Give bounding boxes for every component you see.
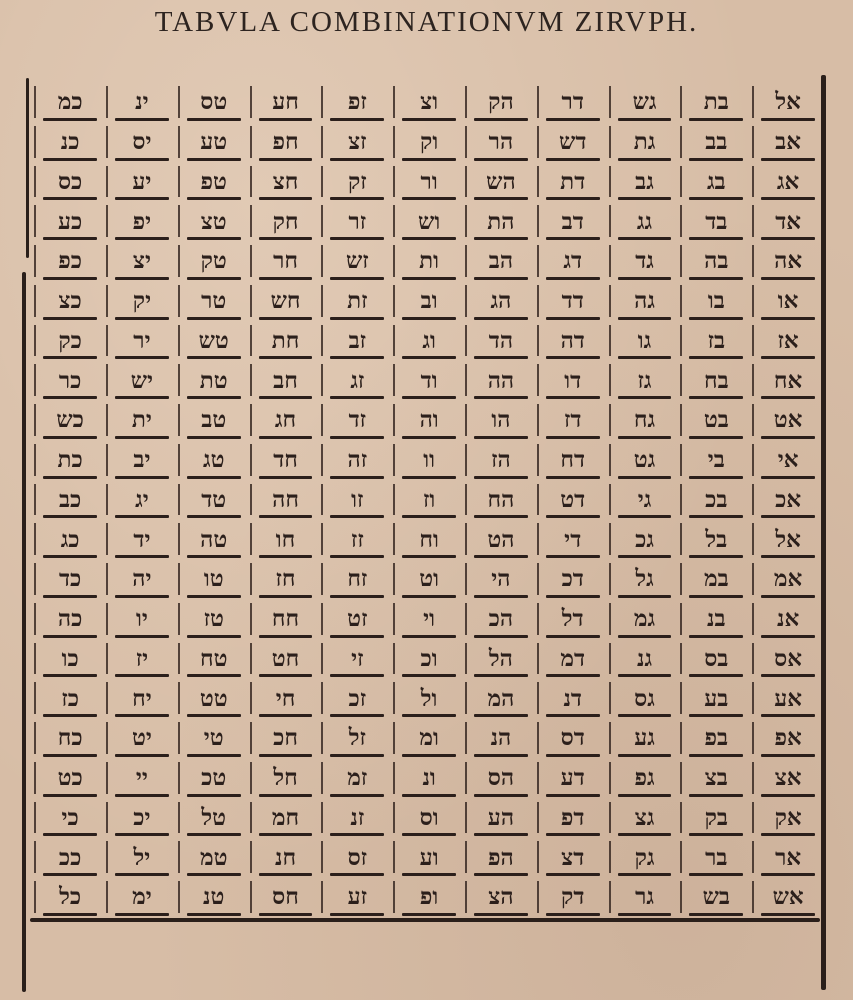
table-cell: דק xyxy=(537,877,609,917)
table-cell: כש xyxy=(34,400,106,440)
table-cell: זס xyxy=(321,837,393,877)
table-cell: יפ xyxy=(106,201,178,241)
table-cell: טפ xyxy=(178,162,250,202)
table-cell: זל xyxy=(321,718,393,758)
table-cell: וז xyxy=(393,480,465,520)
table-cell: טו xyxy=(178,559,250,599)
table-cell: יל xyxy=(106,837,178,877)
table-cell: טה xyxy=(178,519,250,559)
table-cell: אב xyxy=(752,122,824,162)
table-cell: הד xyxy=(465,321,537,361)
table-cell: גפ xyxy=(609,758,681,798)
table-cell: טמ xyxy=(178,837,250,877)
table-cell: אצ xyxy=(752,758,824,798)
table-cell: זב xyxy=(321,321,393,361)
table-cell: חנ xyxy=(250,837,322,877)
table-cell: כג xyxy=(34,519,106,559)
table-cell: חג xyxy=(250,400,322,440)
table-cell: ככ xyxy=(34,837,106,877)
table-cell: אק xyxy=(752,798,824,838)
table-cell: גה xyxy=(609,281,681,321)
table-cell: יכ xyxy=(106,798,178,838)
table-cell: הו xyxy=(465,400,537,440)
table-cell: גט xyxy=(609,440,681,480)
table-cell: גל xyxy=(609,559,681,599)
table-cell: חל xyxy=(250,758,322,798)
table-cell: חז xyxy=(250,559,322,599)
table-cell: כי xyxy=(34,798,106,838)
table-cell: בע xyxy=(680,678,752,718)
table-cell: הט xyxy=(465,519,537,559)
table-cell: חפ xyxy=(250,122,322,162)
table-cell: זכ xyxy=(321,678,393,718)
table-cell: יק xyxy=(106,281,178,321)
table-cell: יח xyxy=(106,678,178,718)
table-cell: חת xyxy=(250,321,322,361)
table-cell: וט xyxy=(393,559,465,599)
table-cell: ינ xyxy=(106,82,178,122)
table-cell: טס xyxy=(178,82,250,122)
table-cell: יש xyxy=(106,360,178,400)
table-cell: חח xyxy=(250,599,322,639)
table-cell: דכ xyxy=(537,559,609,599)
table-cell: כז xyxy=(34,678,106,718)
page-title: TABVLA COMBINATIONVM ZIRVPH. xyxy=(154,6,699,38)
table-cell: כפ xyxy=(34,241,106,281)
table-cell: גר xyxy=(609,877,681,917)
table-cell: דנ xyxy=(537,678,609,718)
table-cell: ול xyxy=(393,678,465,718)
table-cell: גג xyxy=(609,201,681,241)
table-cell: הל xyxy=(465,639,537,679)
table-cell: בנ xyxy=(680,599,752,639)
table-cell: טט xyxy=(178,678,250,718)
table-cell: חכ xyxy=(250,718,322,758)
table-cell: גצ xyxy=(609,798,681,838)
table-cell: די xyxy=(537,519,609,559)
table-cell: כר xyxy=(34,360,106,400)
table-cell: בח xyxy=(680,360,752,400)
table-cell: זמ xyxy=(321,758,393,798)
table-cell: יס xyxy=(106,122,178,162)
table-cell: טצ xyxy=(178,201,250,241)
table-cell: וי xyxy=(393,599,465,639)
table-cell: כב xyxy=(34,480,106,520)
table-cell: ונ xyxy=(393,758,465,798)
table-cell: כט xyxy=(34,758,106,798)
table-cell: וס xyxy=(393,798,465,838)
table-cell: ור xyxy=(393,162,465,202)
table-cell: דז xyxy=(537,400,609,440)
table-cell: בב xyxy=(680,122,752,162)
table-cell: כק xyxy=(34,321,106,361)
table-cell: וו xyxy=(393,440,465,480)
table-cell: יע xyxy=(106,162,178,202)
table-cell: בר xyxy=(680,837,752,877)
table-cell: כד xyxy=(34,559,106,599)
table-cell: וצ xyxy=(393,82,465,122)
table-cell: כע xyxy=(34,201,106,241)
ziruph-table xyxy=(34,82,824,917)
table-cell: גמ xyxy=(609,599,681,639)
table-cell: בצ xyxy=(680,758,752,798)
table-cell: דד xyxy=(537,281,609,321)
table-cell: אפ xyxy=(752,718,824,758)
table-cell: גד xyxy=(609,241,681,281)
table-cell: כה xyxy=(34,599,106,639)
table-cell: כל xyxy=(34,877,106,917)
table-cell: אי xyxy=(752,440,824,480)
table-cell: יד xyxy=(106,519,178,559)
table-cell: דע xyxy=(537,758,609,798)
table-cell: טת xyxy=(178,360,250,400)
table-cell: כת xyxy=(34,440,106,480)
table-cell: גי xyxy=(609,480,681,520)
table-cell: או xyxy=(752,281,824,321)
table-cell: זע xyxy=(321,877,393,917)
table-cell: אמ xyxy=(752,559,824,599)
table-cell: דצ xyxy=(537,837,609,877)
left-rule-upper xyxy=(26,78,29,258)
table-cell: ות xyxy=(393,241,465,281)
table-cell: המ xyxy=(465,678,537,718)
table-cell: זז xyxy=(321,519,393,559)
table-cell: גק xyxy=(609,837,681,877)
table-cell: חה xyxy=(250,480,322,520)
table-cell: דג xyxy=(537,241,609,281)
left-rule xyxy=(22,272,26,992)
table-cell: טר xyxy=(178,281,250,321)
table-cell: במ xyxy=(680,559,752,599)
table-cell: זח xyxy=(321,559,393,599)
table-cell: הר xyxy=(465,122,537,162)
table-cell: דש xyxy=(537,122,609,162)
table-cell: חק xyxy=(250,201,322,241)
table-cell: בו xyxy=(680,281,752,321)
table-cell: טש xyxy=(178,321,250,361)
table-cell: גח xyxy=(609,400,681,440)
table-cell: הק xyxy=(465,82,537,122)
table-cell: כמ xyxy=(34,82,106,122)
table-cell: דח xyxy=(537,440,609,480)
table-cell: זת xyxy=(321,281,393,321)
table-cell: זה xyxy=(321,440,393,480)
table-cell: אש xyxy=(752,877,824,917)
table-cell: בק xyxy=(680,798,752,838)
table-cell: טי xyxy=(178,718,250,758)
table-cell: אע xyxy=(752,678,824,718)
table-cell: הנ xyxy=(465,718,537,758)
table-cell: וכ xyxy=(393,639,465,679)
table-cell: הס xyxy=(465,758,537,798)
table-cell: יו xyxy=(106,599,178,639)
table-cell: טל xyxy=(178,798,250,838)
table-cell: חס xyxy=(250,877,322,917)
table-cell: זר xyxy=(321,201,393,241)
table-cell: בה xyxy=(680,241,752,281)
table-cell: יר xyxy=(106,321,178,361)
table-cell: יי xyxy=(106,758,178,798)
table-cell: בפ xyxy=(680,718,752,758)
table-cell: גנ xyxy=(609,639,681,679)
table-cell: בת xyxy=(680,82,752,122)
table-cell: חב xyxy=(250,360,322,400)
table-cell: וב xyxy=(393,281,465,321)
table-cell: הח xyxy=(465,480,537,520)
table-cell: חר xyxy=(250,241,322,281)
table-cell: דו xyxy=(537,360,609,400)
table-cell: טד xyxy=(178,480,250,520)
table-cell: כצ xyxy=(34,281,106,321)
table-cell: זט xyxy=(321,599,393,639)
table-cell: וה xyxy=(393,400,465,440)
table-cell: אד xyxy=(752,201,824,241)
table-cell: אז xyxy=(752,321,824,361)
table-cell: בג xyxy=(680,162,752,202)
table-cell: יצ xyxy=(106,241,178,281)
table-cell: דר xyxy=(537,82,609,122)
table-cell: דת xyxy=(537,162,609,202)
table-cell: ית xyxy=(106,400,178,440)
table-cell: דס xyxy=(537,718,609,758)
table-cell: טב xyxy=(178,400,250,440)
table-cell: כח xyxy=(34,718,106,758)
table-cell: הז xyxy=(465,440,537,480)
table-cell: זצ xyxy=(321,122,393,162)
table-cell: אג xyxy=(752,162,824,202)
table-cell: ימ xyxy=(106,877,178,917)
table-cell: זג xyxy=(321,360,393,400)
table-cell: בז xyxy=(680,321,752,361)
table-cell: זו xyxy=(321,480,393,520)
table-cell: דב xyxy=(537,201,609,241)
table-cell: אט xyxy=(752,400,824,440)
table-cell: דפ xyxy=(537,798,609,838)
table-cell: גת xyxy=(609,122,681,162)
table-cell: אר xyxy=(752,837,824,877)
bottom-rule xyxy=(30,918,820,922)
table-cell: טנ xyxy=(178,877,250,917)
table-cell: בד xyxy=(680,201,752,241)
table-cell: הג xyxy=(465,281,537,321)
table-cell: כנ xyxy=(34,122,106,162)
table-cell: יג xyxy=(106,480,178,520)
table-cell: זי xyxy=(321,639,393,679)
table-cell: בט xyxy=(680,400,752,440)
table-cell: טז xyxy=(178,599,250,639)
table-cell: יט xyxy=(106,718,178,758)
table-cell: בס xyxy=(680,639,752,679)
table-cell: וש xyxy=(393,201,465,241)
table-cell: טג xyxy=(178,440,250,480)
table-cell: דט xyxy=(537,480,609,520)
table-cell: וק xyxy=(393,122,465,162)
table-cell: כס xyxy=(34,162,106,202)
table-cell: הש xyxy=(465,162,537,202)
table-cell: בכ xyxy=(680,480,752,520)
table-cell: גב xyxy=(609,162,681,202)
table-cell: הע xyxy=(465,798,537,838)
table-cell: וג xyxy=(393,321,465,361)
table-cell: יז xyxy=(106,639,178,679)
table-cell: הכ xyxy=(465,599,537,639)
table-cell: אל xyxy=(752,519,824,559)
table-cell: טק xyxy=(178,241,250,281)
table-cell: גז xyxy=(609,360,681,400)
table-cell: אנ xyxy=(752,599,824,639)
table-cell: אח xyxy=(752,360,824,400)
table-cell: וע xyxy=(393,837,465,877)
table-cell: הת xyxy=(465,201,537,241)
table-cell: בל xyxy=(680,519,752,559)
table-cell: הה xyxy=(465,360,537,400)
table-cell: הצ xyxy=(465,877,537,917)
table-cell: חע xyxy=(250,82,322,122)
table-cell: זק xyxy=(321,162,393,202)
table-cell: יב xyxy=(106,440,178,480)
table-cell: זש xyxy=(321,241,393,281)
table-cell: בי xyxy=(680,440,752,480)
table-cell: חט xyxy=(250,639,322,679)
table-cell: טכ xyxy=(178,758,250,798)
table-cell: חצ xyxy=(250,162,322,202)
table-cell: חו xyxy=(250,519,322,559)
table-cell: זד xyxy=(321,400,393,440)
table-cell: גע xyxy=(609,718,681,758)
table-cell: גו xyxy=(609,321,681,361)
table-cell: דל xyxy=(537,599,609,639)
table-cell: זנ xyxy=(321,798,393,838)
table-cell: אל xyxy=(752,82,824,122)
table-cell: אה xyxy=(752,241,824,281)
table-cell: חמ xyxy=(250,798,322,838)
table-cell: טע xyxy=(178,122,250,162)
table-cell: אס xyxy=(752,639,824,679)
table-cell: חש xyxy=(250,281,322,321)
table-cell: כו xyxy=(34,639,106,679)
table-cell: דה xyxy=(537,321,609,361)
table-cell: הי xyxy=(465,559,537,599)
table-cell: הב xyxy=(465,241,537,281)
table-cell: חד xyxy=(250,440,322,480)
table-cell: גס xyxy=(609,678,681,718)
table-cell: זפ xyxy=(321,82,393,122)
table-cell: ומ xyxy=(393,718,465,758)
table-cell: ופ xyxy=(393,877,465,917)
table-cell: אכ xyxy=(752,480,824,520)
table-cell: גכ xyxy=(609,519,681,559)
table-cell: יה xyxy=(106,559,178,599)
table-cell: וח xyxy=(393,519,465,559)
table-cell: דמ xyxy=(537,639,609,679)
table-cell: הפ xyxy=(465,837,537,877)
table-cell: בש xyxy=(680,877,752,917)
table-cell: טח xyxy=(178,639,250,679)
table-cell: וד xyxy=(393,360,465,400)
table-cell: גש xyxy=(609,82,681,122)
table-cell: חי xyxy=(250,678,322,718)
